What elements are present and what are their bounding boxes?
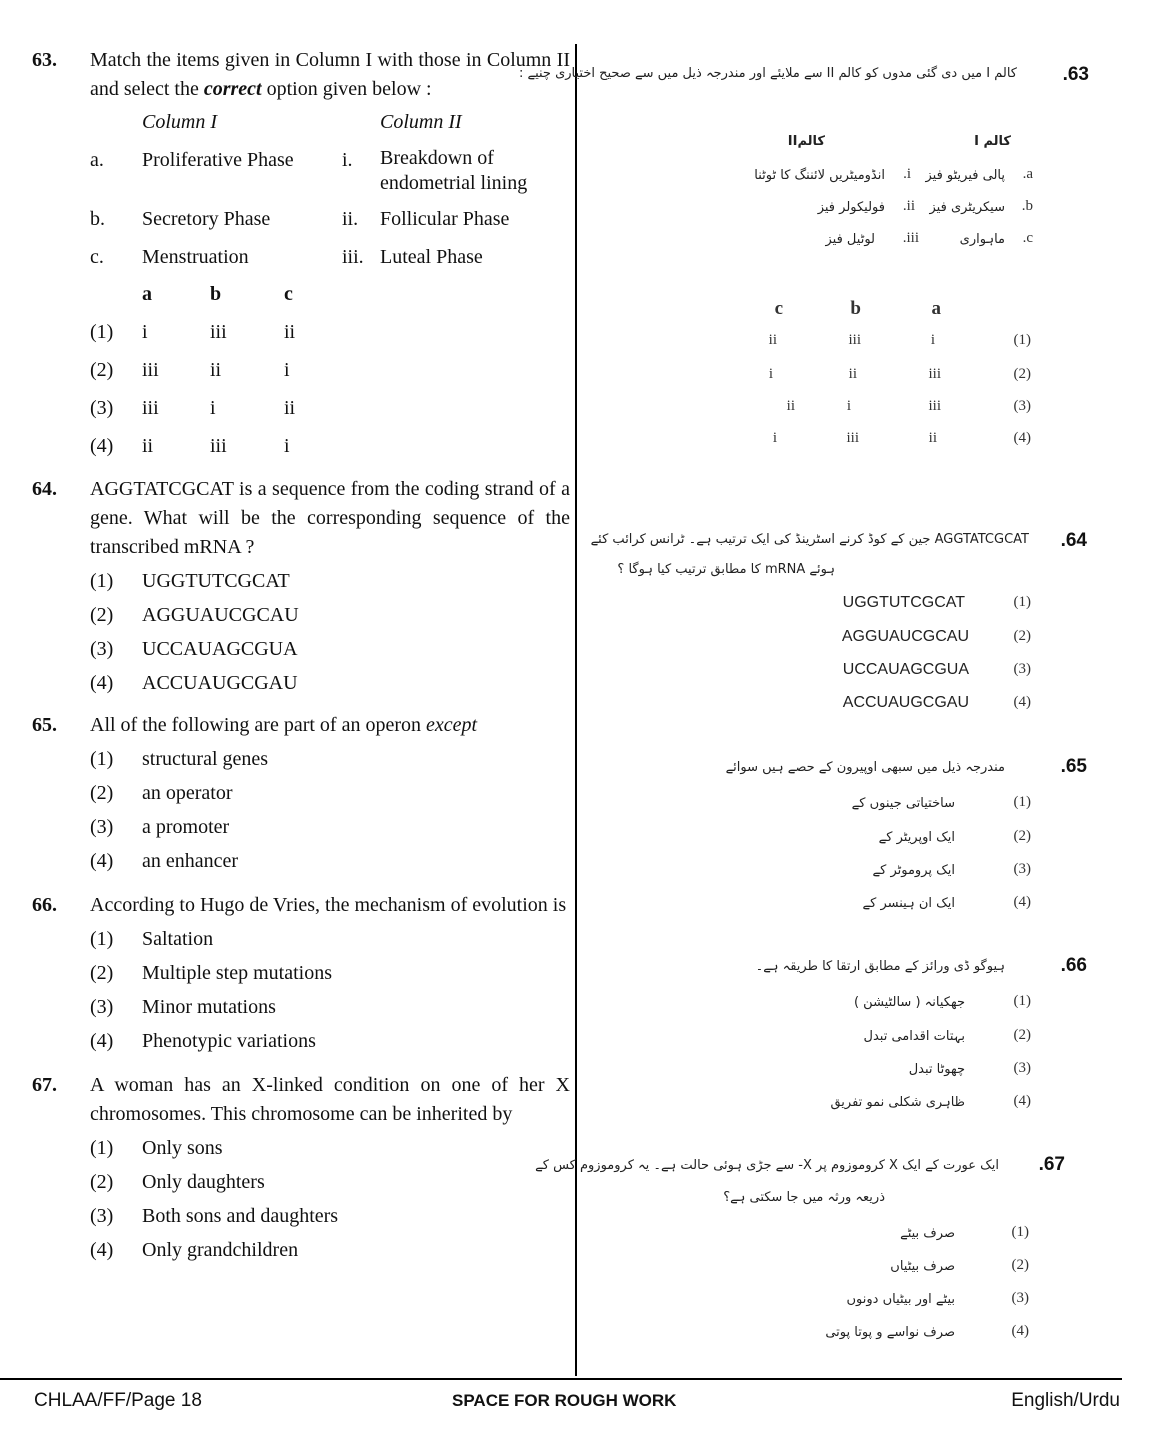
match-table: Column I Column II a. Proliferative Phase i. Breakdown of endometrial lining b. Secretory Phase ii. Follicular Phase c. Menstruation iii. Luteal Phase [90,108,570,272]
urdu-question-63: .63 کالم I میں دی گئی مدوں کو کالم II سے ملایئے اور مندرجہ ذیل میں سے صحیح اختیاری چنیے : کالمII کالم I .a پالی فیریٹو فیز .i انڈومیٹریں لائننگ کا ٹوٹنا .b سیکریٹری فیز .ii فولیکولر فیز .c ماہواری .iii لوٹیل فیز c b a ii iii i (1) i ii iii (2) ii i iii (3) i iii ii (4) [518,64,1089,446]
option-number: (4) [90,435,114,457]
question-number: 66. [32,894,57,916]
option-number: (2) [90,359,114,381]
question-stem: According to Hugo de Vries, the mechanism of evolution is [90,894,567,916]
question-67 [30,1071,570,1265]
option: (3) Both sons and daughters [90,1205,339,1227]
urdu-question-65: .65 مندرجہ ذیل میں سبھی اوپیرون کے حصے ہیں سوائے ساختیاتی جینوں کے (1) ایک اوپریٹر کے (2) ایک پروموٹر کے (3) ایک ان ہینسر کے (4) [725,756,1087,911]
option: (2) Multiple step mutations [90,962,332,984]
rough-work-label: SPACE FOR ROUGH WORK [452,1391,677,1410]
option: (4) Phenotypic variations [90,1030,316,1052]
option: (3) UCCAUAGCGUA [90,638,298,660]
column-1-heading: Column I [142,111,217,133]
question-number: .63 [1062,64,1089,85]
option: (1) structural genes [90,748,269,770]
option: (4) Only grandchildren [90,1239,299,1261]
question-number: 65. [32,714,57,736]
urdu-question-64: .64 AGGTATCGCAT جین کے کوڈ کرنے اسٹرینڈ کی ایک ترتیب ہے۔ ٹرانس کرائب کئے ہوئے mRNA کا مطابق ترتیب کیا ہوگا ؟ UGGTUTCGCAT (1) AGGUAUCGCAU (2) UCCAUAGCGUA (3) ACCUAUGCGAU (4) [590,530,1087,711]
option: (1) UGGTUTCGCAT [90,570,290,592]
option-number: (3) [90,397,114,419]
question-64 [30,475,570,698]
option: (1) Only sons [90,1137,223,1159]
option: (4) an enhancer [90,850,239,872]
question-65 [30,711,570,876]
question-number: .67 [1038,1154,1065,1175]
option: (1) Saltation [90,928,214,950]
question-66 [30,891,570,1056]
language-label: English/Urdu [1011,1390,1120,1411]
option: (2) AGGUAUCGCAU [90,604,299,626]
english-column [30,44,570,1265]
question-stem: All of the following are part of an operon except [90,714,478,736]
urdu-column [518,44,1095,1374]
question-stem: Match the items given in Column I with those in Column II and select the correct option given below : [90,49,570,100]
option: (3) a promoter [90,816,230,838]
column-divider [575,44,577,1376]
question-number: .66 [1060,955,1087,976]
urdu-question-67: .67 ایک عورت کے ایک X کروموزوم پر X- سے جڑی ہوئی حالت ہے۔ یہ کروموزوم کس کے ذریعہ ورثہ میں جا سکتی ہے؟ صرف بیٹے (1) صرف بیٹیاں (2) بیٹے اور بیٹیاں دونوں (3) صرف نواسے و پوتا پوتی (4) [535,1154,1065,1340]
option: (2) an operator [90,782,233,804]
option-number: (1) [90,321,114,343]
option: (4) ACCUAUGCGAU [90,672,298,694]
question-stem: کالم I میں دی گئی مدوں کو کالم II سے ملایئے اور مندرجہ ذیل میں سے صحیح اختیاری چنیے : [518,66,1017,81]
question-63 [30,46,570,461]
question-number: 67. [32,1074,57,1096]
option: (3) Minor mutations [90,996,276,1018]
column-2-heading: Column II [380,111,462,133]
option: (2) Only daughters [90,1171,265,1193]
footer-rule [0,1378,1122,1380]
page-footer [0,1388,1122,1418]
question-stem: A woman has an X-linked condition on one of her X chromosomes. This chromosome can be inherited by [90,1074,570,1125]
urdu-question-66: .66 ہیوگو ڈی ورائز کے مطابق ارتقا کا طریقہ ہے۔ جھکیانہ ( سالٹیشن ) (1) بہتات اقدامی تبدل (2) چھوٹا تبدل (3) ظاہری شکلی نمو تفریق (4) [755,955,1087,1110]
question-number: 63. [32,49,57,71]
column-1-heading: کالم I [974,134,1011,149]
question-number: 64. [32,478,57,500]
question-stem: AGGTATCGCAT is a sequence from the coding strand of a gene. What will be the corresponding sequence of the transcribed mRNA ? [90,478,570,558]
page-code: CHLAA/FF/Page 18 [34,1390,202,1411]
question-number: .65 [1060,756,1087,777]
question-number: .64 [1060,530,1087,551]
answer-table: a b c (1) i iii ii (2) iii ii i (3) iii i ii (4) ii iii i [90,280,570,461]
column-2-heading: کالمII [787,134,825,149]
